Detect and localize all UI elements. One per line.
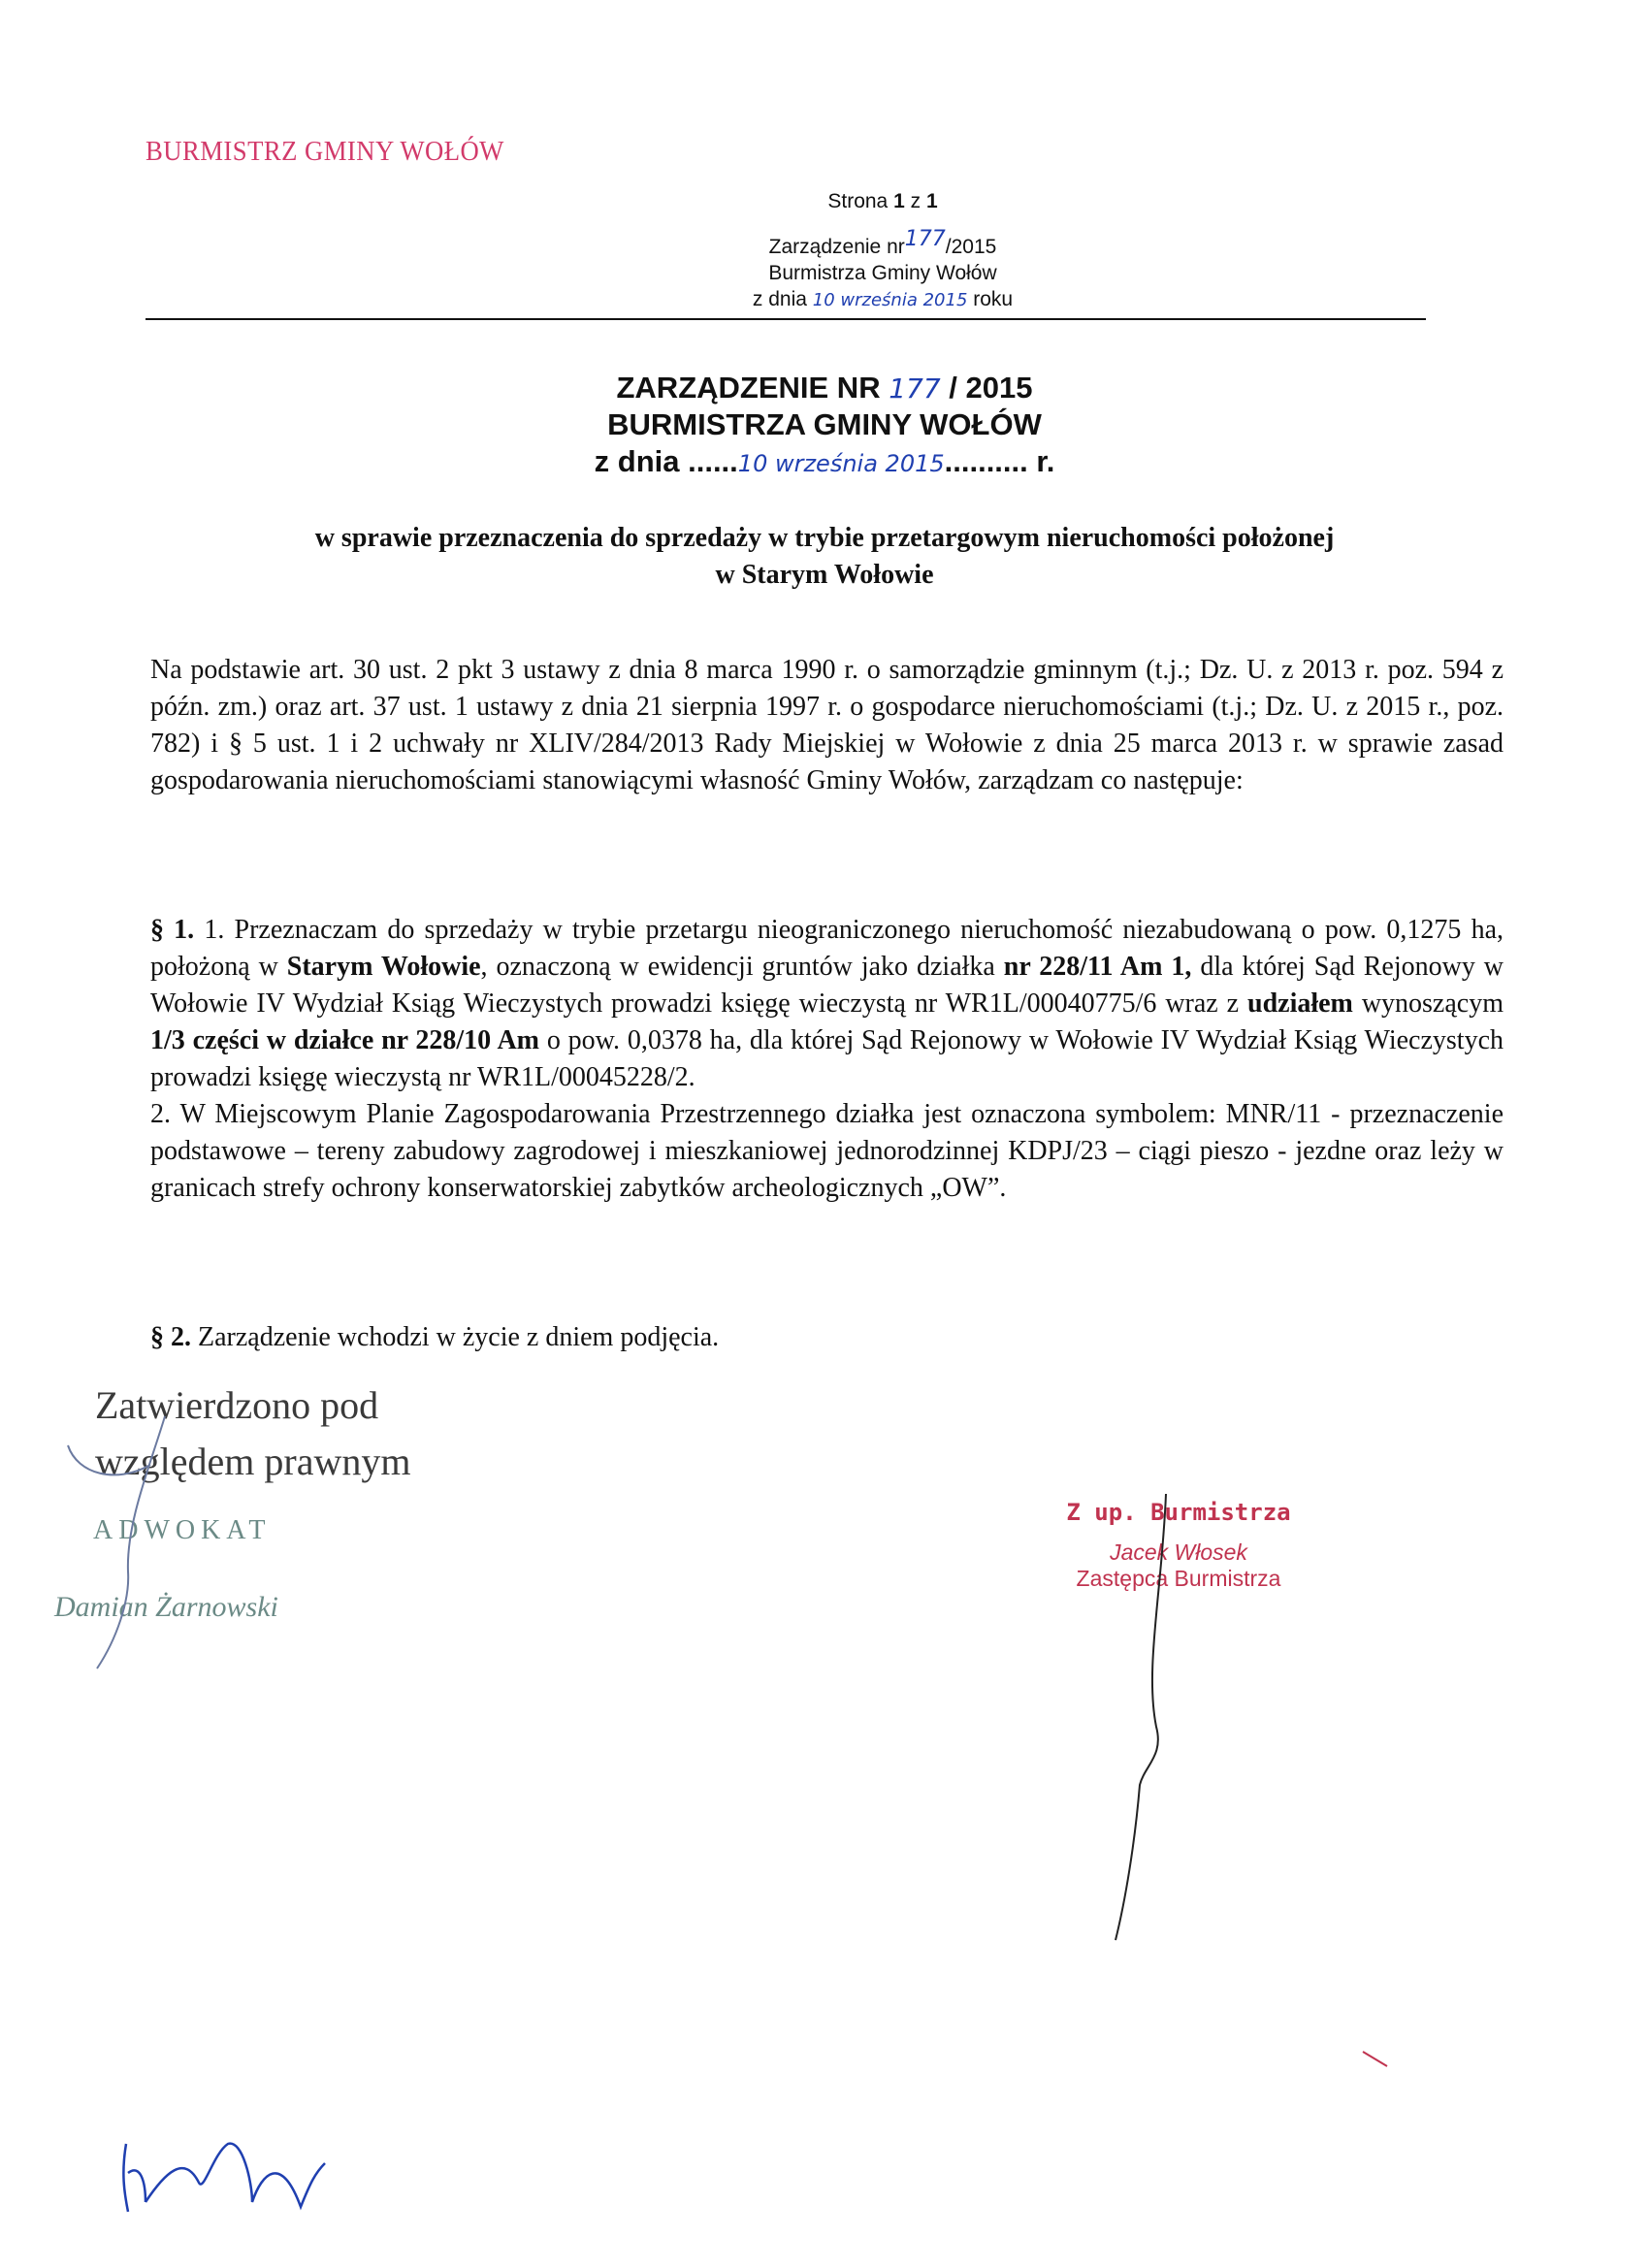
section-1-text-c: , oznaczoną w ewidencji gruntów jako działka: [480, 952, 1004, 982]
handwritten-title-number: 177: [889, 373, 941, 405]
section-2-text: Zarządzenie wchodzi w życie z dniem podjęcia.: [191, 1322, 720, 1352]
header-date-prefix: z dnia: [752, 288, 807, 310]
title-date-prefix: z dnia: [594, 444, 680, 478]
section-1-mark: § 1.: [150, 915, 195, 945]
title-date-dots-right: ..........: [944, 444, 1028, 478]
mayor-signature-icon: [1086, 1474, 1203, 1960]
subject-line-1: w sprawie przeznaczenia do sprzedaży w trybie przetargowym nieruchomości położonej: [314, 523, 1335, 553]
handwritten-order-number: 177: [904, 227, 946, 251]
approval-signature-icon: [58, 1407, 252, 1698]
preamble: Na podstawie art. 30 ust. 2 pkt 3 ustawy z dnia 8 marca 1990 r. o samorządzie gminnym (t.j.; Dz. U. z 2013 r. poz. 594 z późn. zm.) oraz art. 37 ust. 1 ustawy z dnia 21 sierpnia 1997 r. o gospodarce nieruchomościami (t.j.; Dz. U. z 2015 r., poz. 782) i § 5 ust. 1 i 2 uchwały nr XLIV/284/2013 Rady Miejskiej w Wołowie z dnia 25 marca 2013 r. w sprawie zasad gospodarowania nieruchomościami stanowiącymi własność Gminy Wołów, zarządzam co następuje:: [150, 655, 1504, 795]
page-label: Strona: [827, 190, 889, 212]
header-order-number: [543, 227, 1222, 259]
section-1-text-a: 1. Przeznaczam do sprzedaży w trybie przetargu nieograniczonego nieruchomość niezabudowaną o pow. 0,1275 ha, położoną w: [150, 915, 1504, 982]
subject-line-2: w Starym Wołowie: [715, 560, 934, 590]
page-sep: z: [910, 190, 922, 212]
document-title-number: [388, 371, 1261, 405]
handwritten-title-date: 10 września 2015: [737, 450, 945, 477]
handwritten-date: 10 września 2015: [812, 290, 968, 310]
approval-line-1: Zatwierdzono pod: [95, 1383, 379, 1427]
letterhead-stamp: BURMISTRZ GMINY WOŁÓW: [146, 136, 504, 167]
title-suffix: / 2015: [949, 371, 1033, 405]
header-divider: [146, 318, 1426, 320]
header-order-prefix: Zarządzenie nr: [768, 236, 905, 258]
page-total: 1: [925, 190, 938, 212]
title-prefix: ZARZĄDZENIE NR: [616, 371, 881, 405]
approval-name: Damian Żarnowski: [54, 1591, 278, 1623]
section-1-text-g: wynoszącym: [1352, 988, 1504, 1019]
document-subject: [194, 520, 1455, 594]
title-date-suffix: r.: [1036, 444, 1055, 478]
section-1-text-e: dla której Sąd Rejonowy w Wołowie IV Wydział Ksiąg Wieczystych prowadzi księgę wieczystą nr WR1L/00040775/6 wraz z: [150, 952, 1504, 1019]
title-date-dots-left: ......: [688, 444, 738, 478]
document-title-date: [388, 444, 1261, 479]
approval-line-2: względem prawnym: [95, 1440, 411, 1483]
section-2: [150, 1319, 1504, 1356]
section-1-text-i: o pow. 0,0378 ha, dla której Sąd Rejonowy w Wołowie IV Wydział Ksiąg Wieczystych prowadzi księgę wieczystą nr WR1L/00045228/2.: [150, 1025, 1504, 1092]
signature-role: Zastępca Burmistrza: [1076, 1566, 1281, 1591]
section-1-location: Starym Wołowie: [286, 952, 481, 982]
section-1: [150, 912, 1504, 1207]
page-current: 1: [893, 190, 905, 212]
header-date-suffix: roku: [973, 288, 1014, 310]
section-1-point-2: 2. W Miejscowym Planie Zagospodarowania Przestrzennego działka jest oznaczona symbolem: MNR/11 - przeznaczenie podstawowe – tereny zabudowy zagrodowej i mieszkaniowej jednorodzinnej KDPJ/23 – ciągi pieszo - jezdne oraz leży w granicach strefy ochrony konserwatorskiej zabytków archeologicznych „OW”.: [150, 1099, 1504, 1203]
header-order-suffix: /2015: [945, 236, 997, 258]
initials-signature-icon: [107, 2115, 340, 2231]
header-issuer: Burmistrza Gminy Wołów: [768, 262, 997, 284]
signature-name: Jacek Włosek: [1110, 1539, 1247, 1565]
document-title-issuer: BURMISTRZA GMINY WOŁÓW: [607, 407, 1042, 441]
section-1-share-detail: 1/3 części w działce nr 228/10 Am: [150, 1025, 539, 1055]
signature-line-1: Z up. Burmistrza: [1066, 1499, 1291, 1526]
section-1-parcel: nr 228/11 Am 1,: [1003, 952, 1192, 982]
header-date: [543, 288, 1222, 311]
stray-mark-icon: [1358, 2047, 1397, 2076]
page-counter: [543, 190, 1222, 213]
section-2-mark: § 2.: [150, 1322, 191, 1352]
approval-role: ADWOKAT: [93, 1515, 272, 1545]
section-1-share-label: udziałem: [1247, 988, 1353, 1019]
